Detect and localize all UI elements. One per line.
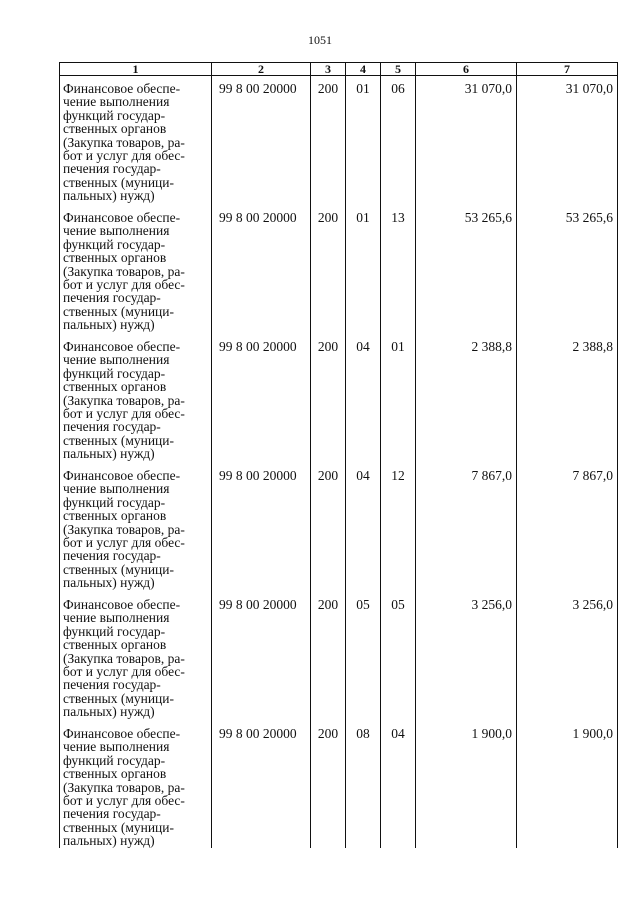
expense-type-cell (311, 463, 346, 592)
expense-name-cell (60, 334, 212, 463)
table-row (60, 721, 618, 848)
amount-cell-2-value: 31 070,0 (565, 81, 613, 96)
target-code-cell-value: 99 8 00 20000 (219, 597, 297, 612)
expense-name-line: бот и услуг для обес- (63, 793, 185, 809)
target-code-cell-value: 99 8 00 20000 (219, 210, 297, 225)
expense-name-line: печения государ- (63, 548, 161, 564)
subsection-cell (381, 463, 416, 592)
table-row (60, 205, 618, 334)
section-cell (346, 76, 381, 206)
amount-cell-1 (416, 721, 517, 848)
amount-cell-2-value: 7 867,0 (572, 468, 613, 483)
amount-cell-1 (416, 76, 517, 206)
expense-name-line: пальных) нужд) (63, 317, 155, 333)
expense-name-line: печения государ- (63, 419, 161, 435)
expense-name-line: ственных (муници- (63, 819, 175, 835)
expense-name-line: чение выполнения (63, 481, 170, 497)
amount-cell-1-value: 7 867,0 (471, 468, 512, 483)
expense-name-line: ственных (муници- (63, 303, 175, 319)
target-code-cell-value: 99 8 00 20000 (219, 468, 297, 483)
amount-cell-2-value: 53 265,6 (565, 210, 613, 225)
expense-name-line: ственных органов (63, 250, 167, 266)
subsection-cell (381, 721, 416, 848)
expense-type-cell-value: 200 (317, 210, 339, 225)
subsection-cell-value: 05 (391, 597, 405, 612)
amount-cell-2 (517, 205, 618, 334)
section-cell-value: 04 (356, 468, 370, 483)
amount-cell-1-value: 53 265,6 (464, 210, 512, 225)
expense-name-line: пальных) нужд) (63, 446, 155, 462)
target-code-cell-value: 99 8 00 20000 (219, 726, 297, 741)
amount-cell-2 (517, 76, 618, 206)
expense-name-line: пальных) нужд) (63, 704, 155, 720)
amount-cell-2 (517, 721, 618, 848)
expense-type-cell-value: 200 (317, 597, 339, 612)
expense-name-line: печения государ- (63, 290, 161, 306)
header-row (60, 63, 618, 76)
expense-name-line: чение выполнения (63, 94, 170, 110)
section-cell-value: 05 (356, 597, 370, 612)
expense-name-line: (Закупка товаров, ра- (63, 392, 185, 408)
amount-cell-2 (517, 463, 618, 592)
target-code-cell (212, 592, 311, 721)
expense-name-line: Финансовое обеспе- (63, 81, 181, 96)
subsection-cell-value: 01 (391, 339, 405, 354)
section-cell-value: 04 (356, 339, 370, 354)
subsection-cell-value: 13 (391, 210, 405, 225)
subsection-cell-value: 04 (391, 726, 405, 741)
target-code-cell (212, 463, 311, 592)
expense-name-line: (Закупка товаров, ра- (63, 263, 185, 279)
header-col-2: 2 (212, 63, 311, 76)
header-col-6: 6 (416, 63, 517, 76)
header-col-3: 3 (311, 63, 346, 76)
expense-name-line: ственных (муници- (63, 690, 175, 706)
expense-name-line: бот и услуг для обес- (63, 277, 185, 293)
expense-name-cell (60, 463, 212, 592)
expense-name-line: (Закупка товаров, ра- (63, 521, 185, 537)
expense-name-line: функций государ- (63, 107, 166, 123)
expense-type-cell (311, 205, 346, 334)
amount-cell-1 (416, 205, 517, 334)
expense-name-line: ственных органов (63, 637, 167, 653)
expense-name-line: функций государ- (63, 752, 166, 768)
expense-name-line: Финансовое обеспе- (63, 210, 181, 225)
expense-name-cell (60, 592, 212, 721)
expense-name-line: чение выполнения (63, 223, 170, 239)
subsection-cell (381, 592, 416, 721)
amount-cell-2-value: 3 256,0 (572, 597, 613, 612)
expense-name-line: пальных) нужд) (63, 833, 155, 849)
amount-cell-1-value: 31 070,0 (464, 81, 512, 96)
expense-name-line: печения государ- (63, 161, 161, 177)
table-row (60, 592, 618, 721)
expense-name-line: (Закупка товаров, ра- (63, 779, 185, 795)
expense-name-line: Финансовое обеспе- (63, 339, 181, 354)
expense-name-line: ственных органов (63, 121, 167, 137)
target-code-cell (212, 334, 311, 463)
expense-type-cell (311, 721, 346, 848)
section-cell (346, 592, 381, 721)
expense-name-cell (60, 205, 212, 334)
target-code-cell (212, 721, 311, 848)
expense-name-line: (Закупка товаров, ра- (63, 134, 185, 150)
amount-cell-2-value: 1 900,0 (572, 726, 613, 741)
amount-cell-1 (416, 592, 517, 721)
header-col-1: 1 (60, 63, 212, 76)
expense-name-line: бот и услуг для обес- (63, 148, 185, 164)
page-number: 1051 (308, 33, 332, 47)
expense-name-line: бот и услуг для обес- (63, 664, 185, 680)
expense-name-line: (Закупка товаров, ра- (63, 650, 185, 666)
section-cell-value: 01 (356, 210, 370, 225)
target-code-cell (212, 76, 311, 206)
header-col-5: 5 (381, 63, 416, 76)
expense-name-line: печения государ- (63, 806, 161, 822)
section-cell-value: 01 (356, 81, 370, 96)
expense-name-line: ственных органов (63, 766, 167, 782)
expense-name-cell (60, 721, 212, 848)
target-code-cell-value: 99 8 00 20000 (219, 81, 297, 96)
subsection-cell-value: 12 (391, 468, 405, 483)
section-cell (346, 463, 381, 592)
table-row (60, 76, 618, 206)
expense-type-cell (311, 76, 346, 206)
expense-name-line: чение выполнения (63, 739, 170, 755)
expense-type-cell (311, 334, 346, 463)
header-col-4: 4 (346, 63, 381, 76)
expense-type-cell-value: 200 (317, 468, 339, 483)
section-cell (346, 721, 381, 848)
expense-name-line: функций государ- (63, 236, 166, 252)
expense-name-line: функций государ- (63, 365, 166, 381)
amount-cell-2 (517, 334, 618, 463)
amount-cell-1 (416, 463, 517, 592)
expense-name-line: бот и услуг для обес- (63, 535, 185, 551)
expense-name-line: ственных (муници- (63, 432, 175, 448)
amount-cell-1-value: 3 256,0 (471, 597, 512, 612)
table-row (60, 463, 618, 592)
expense-name-line: бот и услуг для обес- (63, 406, 185, 422)
amount-cell-1 (416, 334, 517, 463)
expense-name-line: Финансовое обеспе- (63, 597, 181, 612)
expense-name-line: Финансовое обеспе- (63, 726, 181, 741)
subsection-cell (381, 205, 416, 334)
expense-type-cell-value: 200 (317, 726, 339, 741)
section-cell-value: 08 (356, 726, 370, 741)
expense-name-line: ственных органов (63, 379, 167, 395)
budget-table (59, 62, 618, 848)
target-code-cell-value: 99 8 00 20000 (219, 339, 297, 354)
amount-cell-1-value: 2 388,8 (471, 339, 512, 354)
section-cell (346, 205, 381, 334)
amount-cell-2-value: 2 388,8 (572, 339, 613, 354)
expense-name-line: ственных (муници- (63, 174, 175, 190)
expense-name-cell (60, 76, 212, 206)
expense-name-line: чение выполнения (63, 352, 170, 368)
expense-name-line: чение выполнения (63, 610, 170, 626)
expense-name-line: Финансовое обеспе- (63, 468, 181, 483)
amount-cell-2 (517, 592, 618, 721)
expense-name-line: ственных (муници- (63, 561, 175, 577)
table-body (60, 76, 618, 848)
expense-type-cell-value: 200 (317, 81, 339, 96)
expense-name-line: пальных) нужд) (63, 188, 155, 204)
expense-type-cell (311, 592, 346, 721)
table-row (60, 334, 618, 463)
subsection-cell (381, 334, 416, 463)
expense-name-line: ственных органов (63, 508, 167, 524)
target-code-cell (212, 205, 311, 334)
expense-name-line: пальных) нужд) (63, 575, 155, 591)
expense-name-line: функций государ- (63, 623, 166, 639)
section-cell (346, 334, 381, 463)
amount-cell-1-value: 1 900,0 (471, 726, 512, 741)
expense-name-line: печения государ- (63, 677, 161, 693)
header-col-7: 7 (517, 63, 618, 76)
expense-type-cell-value: 200 (317, 339, 339, 354)
expense-name-line: функций государ- (63, 494, 166, 510)
subsection-cell (381, 76, 416, 206)
subsection-cell-value: 06 (391, 81, 405, 96)
